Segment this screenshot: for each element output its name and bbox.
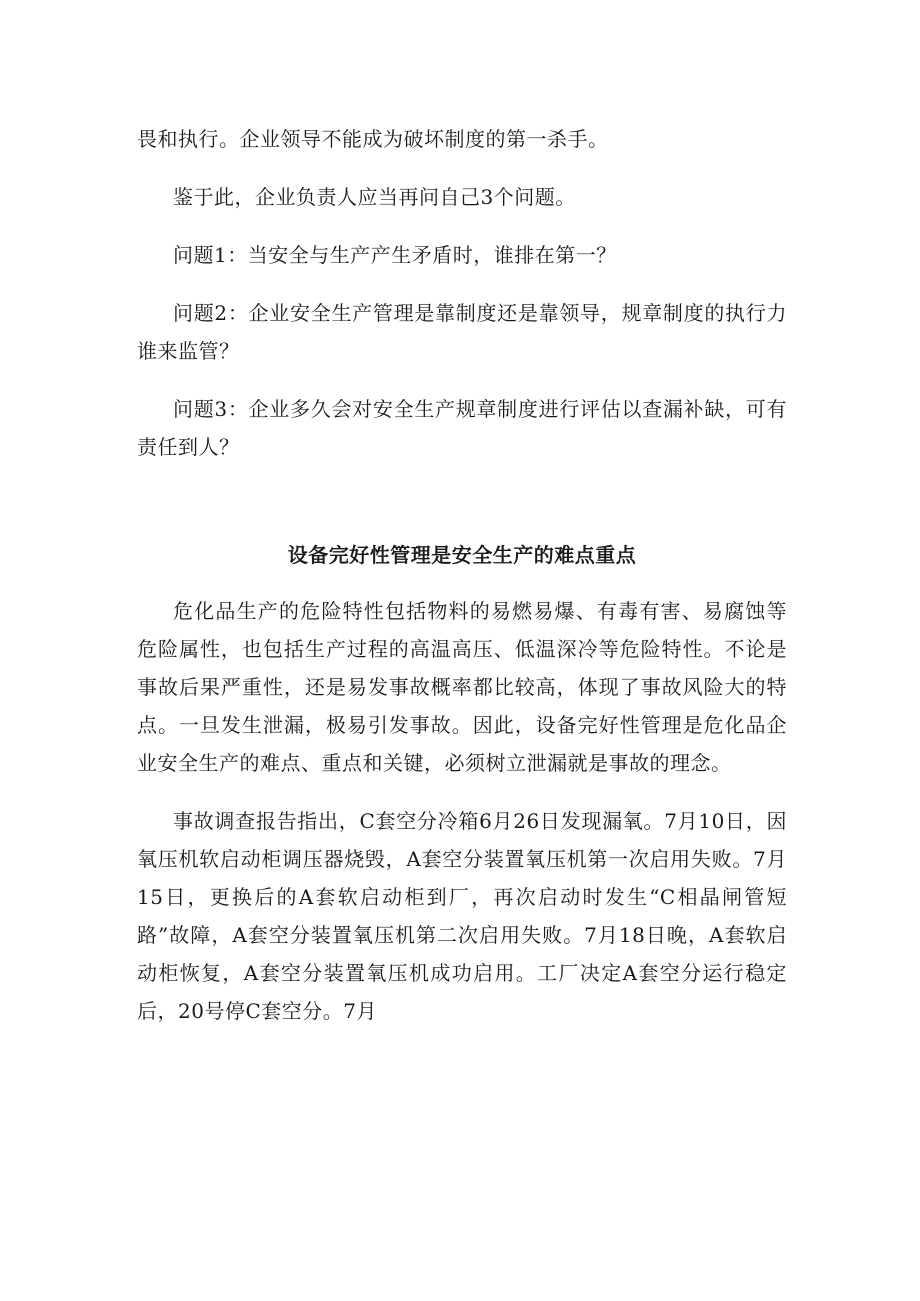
- paragraph-question-2: 问题2：企业安全生产管理是靠制度还是靠领导，规章制度的执行力谁来监管？: [137, 301, 787, 363]
- paragraph-intro-questions: 鉴于此，企业负责人应当再问自己3个问题。: [173, 185, 576, 209]
- section-heading: 设备完好性管理是安全生产的难点重点: [287, 543, 637, 567]
- paragraph-accident-report: 事故调查报告指出，C套空分冷箱6月26日发现漏氧。7月10日，因氧压机软启动柜调压器烧毁，A套空分装置氧压机第一次启用失败。7月15日，更换后的A套软启动柜到厂，再次启动时发生“C相晶闸管短路”故障，A套空分装置氧压机第二次启用失败。7月18日晚，A套软启动柜恢复，A套空分装置氧压机成功启用。工厂决定A套空分运行稳定后，20号停C套空分。7月: [137, 809, 787, 1023]
- document-body: [137, 120, 787, 1050]
- paragraph-continuation: 畏和执行。企业领导不能成为破坏制度的第一杀手。: [137, 127, 609, 151]
- paragraph-question-3: 问题3：企业多久会对安全生产规章制度进行评估以查漏补缺，可有责任到人？: [137, 397, 787, 459]
- paragraph-hazard-characteristics: 危化品生产的危险特性包括物料的易燃易爆、有毒有害、易腐蚀等危险属性，也包括生产过程的高温高压、低温深冷等危险特性。不论是事故后果严重性，还是易发事故概率都比较高，体现了事故风险大的特点。一旦发生泄漏，极易引发事故。因此，设备完好性管理是危化品企业安全生产的难点、重点和关键，必须树立泄漏就是事故的理念。: [137, 599, 787, 775]
- paragraph-question-1: 问题1：当安全与生产产生矛盾时，谁排在第一？: [173, 243, 617, 267]
